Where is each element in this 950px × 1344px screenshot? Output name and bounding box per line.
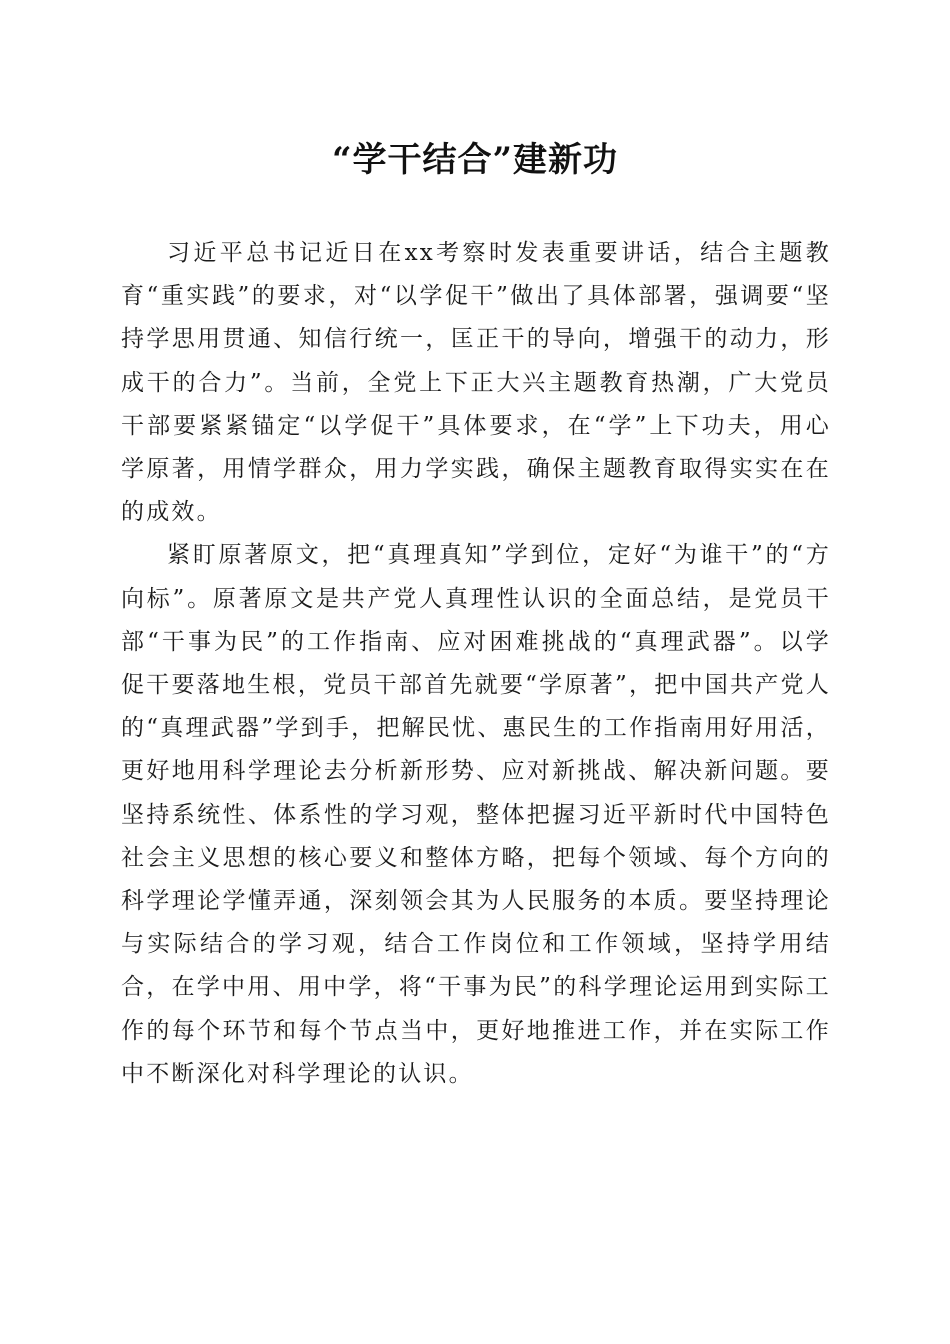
document-body <box>121 232 831 1096</box>
paragraph-1: 习近平总书记近日在xx考察时发表重要讲话，结合主题教育“重实践”的要求，对“以学促干”做出了具体部署，强调要“坚持学思用贯通、知信行统一，匡正干的导向，增强干的动力，形成干的合力”。当前，全党上下正大兴主题教育热潮，广大党员干部要紧紧锚定“以学促干”具体要求，在“学”上下功夫，用心学原著，用情学群众，用力学实践，确保主题教育取得实实在在的成效。 <box>121 240 831 526</box>
paragraph-2: 紧盯原著原文，把“真理真知”学到位，定好“为谁干”的“方向标”。原著原文是共产党人真理性认识的全面总结，是党员干部“干事为民”的工作指南、应对困难挑战的“真理武器”。以学促干要落地生根，党员干部首先就要“学原著”，把中国共产党人的“真理武器”学到手，把解民忧、惠民生的工作指南用好用活，更好地用科学理论去分析新形势、应对新挑战、解决新问题。要坚持系统性、体系性的学习观，整体把握习近平新时代中国特色社会主义思想的核心要义和整体方略，把每个领域、每个方向的科学理论学懂弄通，深刻领会其为人民服务的本质。要坚持理论与实际结合的学习观，结合工作岗位和工作领域，坚持学用结合，在学中用、用中学，将“干事为民”的科学理论运用到实际工作的每个环节和每个节点当中，更好地推进工作，并在实际工作中不断深化对科学理论的认识。 <box>121 542 831 1087</box>
document-title: “学干结合”建新功 <box>331 140 619 180</box>
